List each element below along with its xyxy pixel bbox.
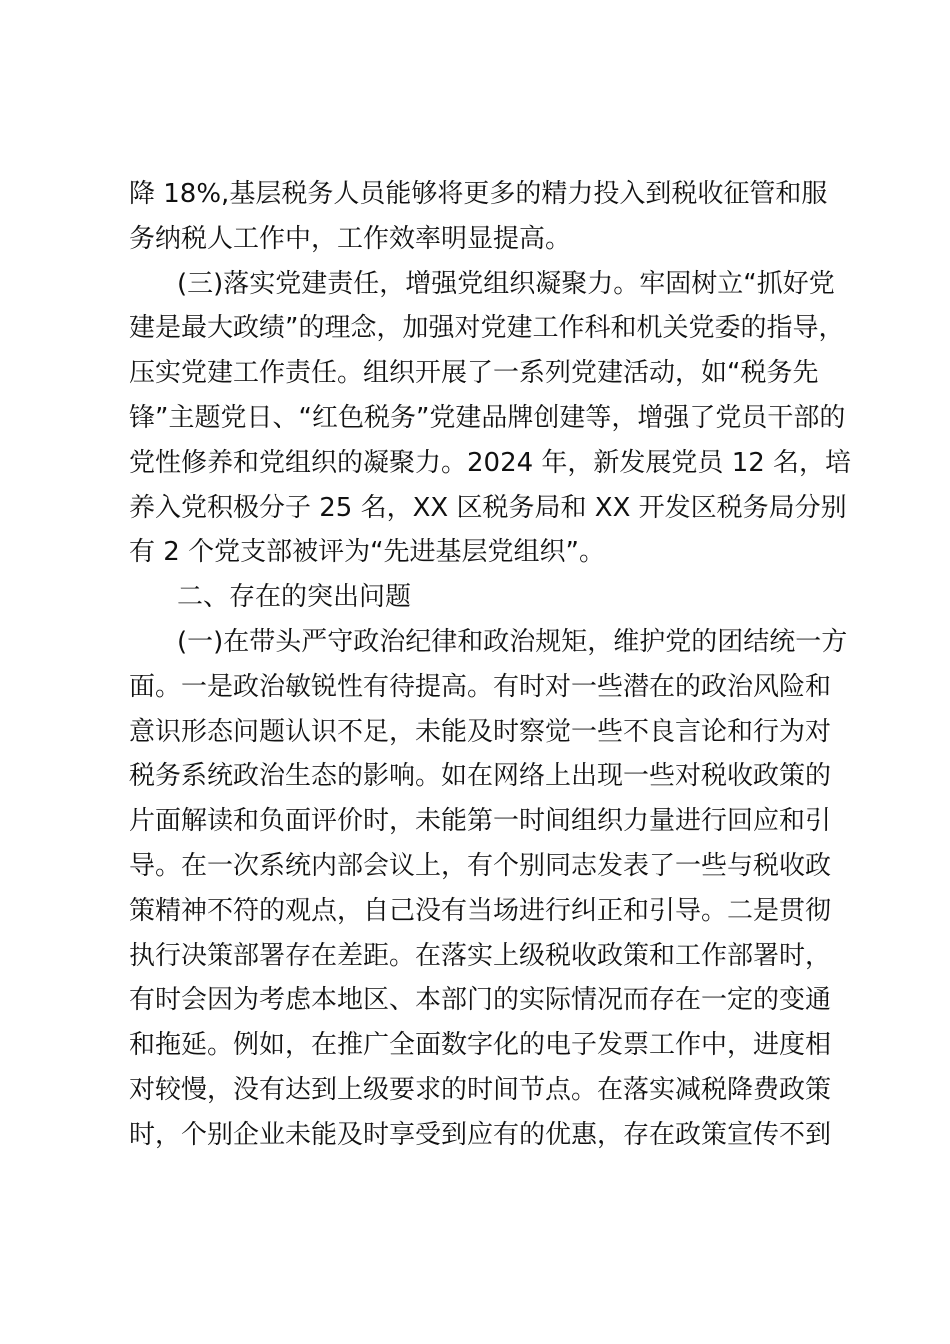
text-line: 导。在一次系统内部会议上，有个别同志发表了一些与税收政: [129, 850, 832, 881]
text-line: 片面解读和负面评价时，未能第一时间组织力量进行回应和引: [129, 806, 832, 837]
section-heading-3: (三)落实党建责任，增强党组织凝聚力。牢固树立“抓好党: [177, 268, 835, 299]
text-line: 压实党建工作责任。组织开展了一系列党建活动，如“税务先: [129, 358, 819, 389]
text-line: 养入党积极分子 25 名，XX 区税务局和 XX 开发区税务局分别: [129, 492, 847, 523]
text-line: 有 2 个党支部被评为“先进基层党组织”。: [129, 537, 606, 568]
text-line: 税务系统政治生态的影响。如在网络上出现一些对税收政策的: [129, 761, 832, 792]
body-text: [129, 172, 852, 1158]
text-line: 和拖延。例如，在推广全面数字化的电子发票工作中，进度相: [129, 1030, 832, 1061]
subsection-heading-1: (一)在带头严守政治纪律和政治规矩，维护党的团结统一方: [177, 626, 848, 657]
text-line: 务纳税人工作中，工作效率明显提高。: [129, 223, 572, 254]
text-line: 意识形态问题认识不足，未能及时察觉一些不良言论和行为对: [129, 716, 832, 747]
section-heading-2: 二、存在的突出问题: [177, 582, 412, 613]
text-line: 建是最大政绩”的理念，加强对党建工作科和机关党委的指导，: [129, 313, 845, 344]
text-line: 执行决策部署存在差距。在落实上级税收政策和工作部署时，: [129, 940, 832, 971]
text-line: 时，个别企业未能及时享受到应有的优惠，存在政策宣传不到: [129, 1119, 832, 1150]
text-line: 策精神不符的观点，自己没有当场进行纠正和引导。二是贯彻: [129, 895, 832, 926]
text-line: 党性修养和党组织的凝聚力。2024 年，新发展党员 12 名，培: [129, 447, 852, 478]
text-line: 对较慢，没有达到上级要求的时间节点。在落实减税降费政策: [129, 1074, 832, 1105]
text-line: 锋”主题党日、“红色税务”党建品牌创建等，增强了党员干部的: [129, 402, 846, 433]
text-line: 降 18%,基层税务人员能够将更多的精力投入到税收征管和服: [129, 179, 828, 209]
text-line: 有时会因为考虑本地区、本部门的实际情况而存在一定的变通: [129, 985, 832, 1016]
text-line: 面。一是政治敏锐性有待提高。有时对一些潜在的政治风险和: [129, 671, 832, 702]
